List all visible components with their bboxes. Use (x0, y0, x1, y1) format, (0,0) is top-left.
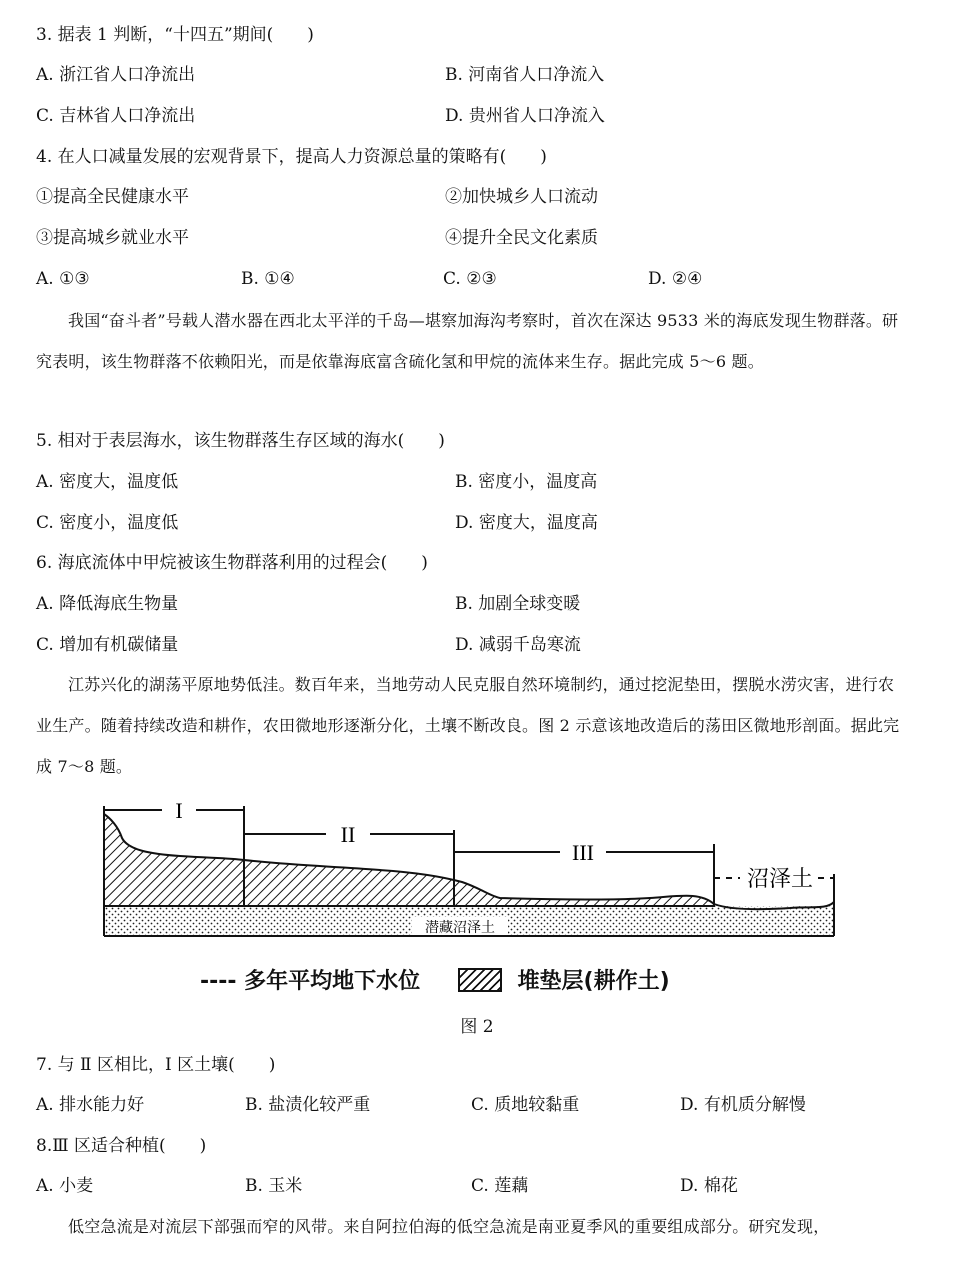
question-3-stem: 3. 据表 1 判断，“十四五”期间( ) (36, 25, 314, 45)
question-4-option-b[interactable]: B. ①④ (241, 269, 295, 289)
figure-caption: 图 2 (460, 1017, 494, 1037)
question-8-option-c[interactable]: C. 莲藕 (471, 1176, 529, 1196)
question-7-stem: 7. 与 Ⅱ 区相比，Ⅰ 区土壤( ) (36, 1055, 276, 1075)
question-3-option-a[interactable]: A. 浙江省人口净流出 (36, 65, 196, 85)
zone-label-3: III (572, 840, 594, 865)
question-7-option-d[interactable]: D. 有机质分解慢 (680, 1095, 806, 1115)
question-4-item-3: ③提高城乡就业水平 (36, 228, 189, 248)
question-3-option-d[interactable]: D. 贵州省人口净流入 (445, 106, 605, 126)
terrain-profile-figure (0, 796, 954, 956)
question-5-option-b[interactable]: B. 密度小，温度高 (455, 472, 598, 492)
legend-groundwater-level: ---- 多年平均地下水位 (200, 969, 421, 994)
figure-legend (200, 964, 670, 995)
question-7-option-a[interactable]: A. 排水能力好 (36, 1095, 145, 1115)
question-6-option-a[interactable]: A. 降低海底生物量 (36, 594, 179, 614)
buried-marsh-soil-label: 潜藏沼泽土 (425, 920, 495, 936)
passage-lake-plain: 江苏兴化的湖荡平原地势低洼。数百年来，当地劳动人民克服自然环境制约，通过挖泥垫田，摆脱水涝灾害，进行农业生产。随着持续改造和耕作，农田微地形逐渐分化，土壤不断改良。图 2 示意该地改造后的荡田区微地形剖面。据此完成 7～8 题。 (36, 675, 900, 776)
question-8-stem: 8.Ⅲ 区适合种植( ) (36, 1136, 207, 1156)
marsh-soil-label: 沼泽土 (746, 867, 814, 892)
passage-low-level-jet: 低空急流是对流层下部强而窄的风带。来自阿拉伯海的低空急流是南亚夏季风的重要组成部分。研究发现， (68, 1217, 830, 1236)
question-3-option-b[interactable]: B. 河南省人口净流入 (445, 65, 605, 85)
passage-deep-sea: 我国“奋斗者”号载人潜水器在西北太平洋的千岛—堪察加海沟考察时，首次在深达 9533 米的海底发现生物群落。研究表明，该生物群落不依赖阳光，而是依靠海底富含硫化氢和甲烷的流体来生存。据此完成 5～6 题。 (36, 311, 899, 371)
question-8-option-b[interactable]: B. 玉米 (245, 1176, 303, 1196)
question-6-stem: 6. 海底流体中甲烷被该生物群落利用的过程会( ) (36, 553, 428, 573)
zone-label-2: II (340, 822, 356, 847)
question-4-item-1: ①提高全民健康水平 (36, 187, 189, 207)
question-3-option-c[interactable]: C. 吉林省人口净流出 (36, 106, 196, 126)
zone-label-1: I (175, 798, 183, 823)
legend-fill-layer: 堆垫层(耕作土) (517, 969, 670, 994)
question-4-stem: 4. 在人口减量发展的宏观背景下，提高人力资源总量的策略有( ) (36, 147, 547, 167)
question-4-option-d[interactable]: D. ②④ (648, 269, 703, 289)
question-6-option-b[interactable]: B. 加剧全球变暖 (455, 594, 581, 614)
question-5-stem: 5. 相对于表层海水，该生物群落生存区域的海水( ) (36, 431, 445, 451)
question-8-option-d[interactable]: D. 棉花 (680, 1176, 738, 1196)
legend-hatch-swatch (458, 968, 502, 992)
question-6-option-c[interactable]: C. 增加有机碳储量 (36, 635, 179, 655)
question-5-option-c[interactable]: C. 密度小，温度低 (36, 513, 179, 533)
fill-layer-hatched (104, 814, 714, 906)
question-8-option-a[interactable]: A. 小麦 (36, 1176, 94, 1196)
question-6-option-d[interactable]: D. 减弱千岛寒流 (455, 635, 581, 655)
question-4-item-4: ④提升全民文化素质 (445, 228, 598, 248)
question-7-option-b[interactable]: B. 盐渍化较严重 (245, 1095, 371, 1115)
question-4-item-2: ②加快城乡人口流动 (445, 187, 598, 207)
question-4-option-a[interactable]: A. ①③ (36, 269, 90, 289)
marsh-surface-line (714, 902, 834, 909)
question-4-option-c[interactable]: C. ②③ (443, 269, 497, 289)
question-5-option-d[interactable]: D. 密度大，温度高 (455, 513, 598, 533)
question-7-option-c[interactable]: C. 质地较黏重 (471, 1095, 580, 1115)
question-5-option-a[interactable]: A. 密度大，温度低 (36, 472, 179, 492)
